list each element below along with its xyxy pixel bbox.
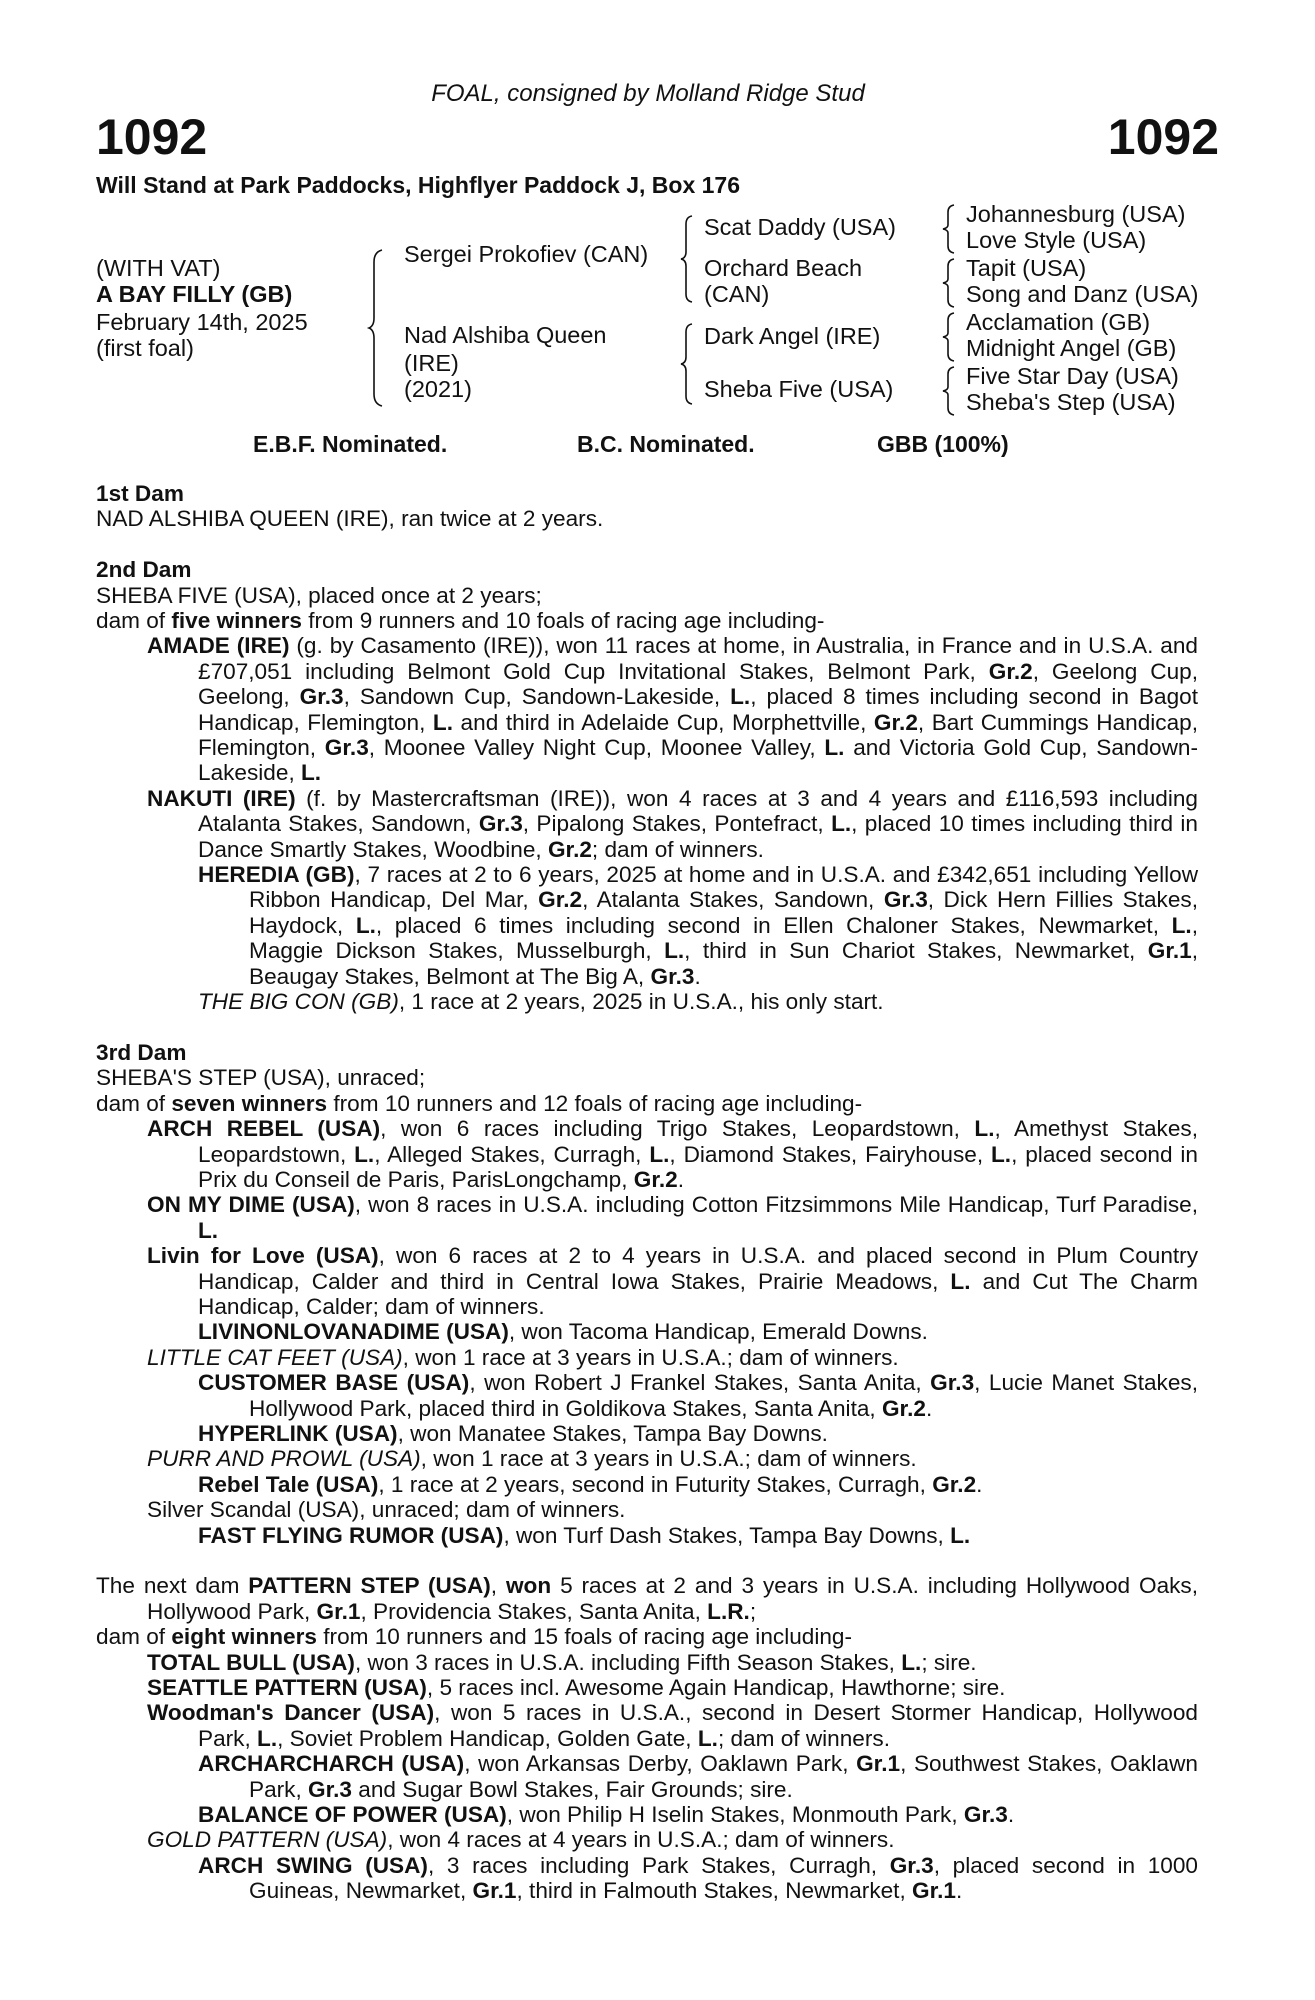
text: from 10 runners and 15 foals of racing age including- bbox=[316, 1624, 853, 1650]
produce-record bbox=[96, 1624, 1198, 1649]
bold-text: L. bbox=[649, 1141, 670, 1167]
produce-record bbox=[96, 583, 1198, 608]
produce-record bbox=[96, 1065, 1198, 1090]
bold-text: NAKUTI (IRE) bbox=[147, 785, 296, 811]
bold-text: ARCH REBEL (USA) bbox=[147, 1116, 381, 1142]
produce-record bbox=[96, 1319, 1198, 1344]
text: ; sire. bbox=[921, 1649, 977, 1675]
bold-text: L. bbox=[831, 811, 852, 837]
sire-dam-line1: Orchard Beach bbox=[704, 255, 863, 281]
text: dam of bbox=[96, 608, 172, 634]
foal-note: (first foal) bbox=[96, 335, 194, 361]
dam-name-line1: Nad Alshiba Queen bbox=[404, 322, 607, 348]
text: SHEBA FIVE (USA), placed once at 2 years; bbox=[96, 582, 542, 608]
produce-record bbox=[96, 1700, 1198, 1751]
produce-record bbox=[96, 608, 1198, 633]
location-line: Will Stand at Park Paddocks, Highflyer Paddock J, Box 176 bbox=[96, 172, 740, 198]
bold-text: Gr.2 bbox=[547, 836, 592, 862]
brace-icon bbox=[368, 248, 384, 408]
text: , placed 6 times including second in Ellen Chaloner Stakes, Newmarket, bbox=[375, 912, 1172, 938]
text: . bbox=[956, 1878, 963, 1904]
bold-text: Gr.2 bbox=[881, 1395, 926, 1421]
dam-section bbox=[96, 1573, 1198, 1903]
produce-record bbox=[96, 1573, 1198, 1624]
text: . bbox=[677, 1166, 685, 1192]
text: , Atalanta Stakes, Sandown, bbox=[582, 887, 884, 913]
bold-text: L. bbox=[664, 938, 685, 964]
consignment-line: FOAL, consigned by Molland Ridge Stud bbox=[431, 80, 865, 107]
bold-text: seven winners bbox=[171, 1090, 328, 1116]
lot-number-left: 1092 bbox=[96, 109, 208, 165]
bold-text: L. bbox=[901, 1649, 922, 1675]
text: , won Turf Dash Stakes, Tampa Bay Downs, bbox=[503, 1522, 951, 1548]
bold-text: L.R. bbox=[707, 1598, 750, 1624]
text: (g. by Casamento (IRE)), won 11 races at home, in Australia, in France and in U.S.A. and £707,051 including Belmont Gold Cup Invitational Stakes, Belmont Park, bbox=[198, 633, 1198, 684]
third-generation-ancestor: Midnight Angel (GB) bbox=[966, 335, 1177, 361]
bold-text: L. bbox=[974, 1116, 995, 1142]
text: , won Tacoma Handicap, Emerald Downs. bbox=[508, 1319, 928, 1345]
bold-text: L. bbox=[950, 1522, 971, 1548]
bold-text: AMADE (IRE) bbox=[147, 633, 290, 659]
produce-record bbox=[96, 989, 1198, 1014]
bold-text: Gr.3 bbox=[883, 887, 928, 913]
text: , placed 10 times including third in Dance Smartly Stakes, Woodbine, bbox=[198, 811, 1198, 862]
bold-text: Rebel Tale (USA) bbox=[198, 1471, 379, 1497]
text: , Diamond Stakes, Fairyhouse, bbox=[669, 1141, 991, 1167]
third-generation-ancestor: Song and Danz (USA) bbox=[966, 281, 1199, 307]
brace-icon bbox=[942, 257, 956, 309]
bold-text: L. bbox=[950, 1268, 971, 1294]
bold-text: Gr.2 bbox=[988, 658, 1033, 684]
produce-record bbox=[96, 1091, 1198, 1116]
bold-text: Gr.3 bbox=[930, 1370, 975, 1396]
third-generation-ancestor: Sheba's Step (USA) bbox=[966, 389, 1176, 415]
bold-text: HEREDIA (GB) bbox=[198, 862, 355, 888]
text: , Amethyst Stakes, Leopardstown, bbox=[198, 1116, 1198, 1167]
text: , bbox=[490, 1573, 506, 1599]
dam-dam: Sheba Five (USA) bbox=[704, 376, 894, 402]
bold-text: Gr.1 bbox=[316, 1598, 361, 1624]
text: , won 1 race at 3 years in U.S.A.; dam of winners. bbox=[402, 1344, 899, 1370]
bold-text: ARCHARCHARCH (USA) bbox=[198, 1751, 465, 1777]
produce-record bbox=[96, 1370, 1198, 1421]
text: , 1 race at 2 years, second in Futurity Stakes, Curragh, bbox=[378, 1471, 933, 1497]
bold-text: Gr.3 bbox=[889, 1852, 934, 1878]
text: , placed 8 times including second in Bagot Handicap, Flemington, bbox=[198, 684, 1198, 735]
text: , won 6 races including Trigo Stakes, Leopardstown, bbox=[380, 1116, 975, 1142]
bold-text: Gr.2 bbox=[633, 1166, 678, 1192]
sire-name: Sergei Prokofiev (CAN) bbox=[404, 241, 649, 267]
text: , won Robert J Frankel Stakes, Santa Anita, bbox=[469, 1370, 931, 1396]
text: 5 races at 2 and 3 years in U.S.A. including Hollywood Oaks, Hollywood Park, bbox=[147, 1573, 1199, 1624]
bold-text: Gr.1 bbox=[472, 1878, 517, 1904]
produce-record bbox=[96, 1472, 1198, 1497]
text: , 7 races at 2 to 6 years, 2025 at home and in U.S.A. and £342,651 including Yellow Ribbon Handicap, Del Mar, bbox=[249, 862, 1199, 913]
bold-text: Gr.1 bbox=[912, 1878, 956, 1904]
text: , won Philip H Iselin Stakes, Monmouth Park, bbox=[506, 1802, 964, 1828]
sire-dam-line2: (CAN) bbox=[704, 281, 770, 307]
text: and Sugar Bowl Stakes, Fair Grounds; sire. bbox=[351, 1776, 793, 1802]
bold-text: L. bbox=[198, 1217, 219, 1243]
bold-text: L. bbox=[432, 709, 453, 735]
bold-text: Gr.3 bbox=[963, 1802, 1008, 1828]
bold-text: Gr.3 bbox=[308, 1776, 352, 1802]
text: , won 1 race at 3 years in U.S.A.; dam of winners. bbox=[420, 1446, 917, 1472]
produce-record bbox=[96, 1802, 1198, 1827]
bold-text: SEATTLE PATTERN (USA) bbox=[147, 1675, 427, 1701]
bold-text: Gr.2 bbox=[538, 887, 583, 913]
text: , won Manatee Stakes, Tampa Bay Downs. bbox=[397, 1421, 828, 1446]
bc-nomination: B.C. Nominated. bbox=[577, 431, 755, 457]
text: . bbox=[694, 963, 701, 989]
bold-text: Gr.1 bbox=[856, 1751, 901, 1777]
text: , won 6 races at 2 to 4 years in U.S.A. and placed second in Plum Country Handicap, Calder and third in Central Iowa Stakes, Prairie Meadows, bbox=[198, 1243, 1199, 1294]
produce-record bbox=[96, 862, 1198, 989]
sire-sire: Scat Daddy (USA) bbox=[704, 214, 896, 240]
bold-text: L. bbox=[1171, 912, 1192, 938]
italic-text: GOLD PATTERN (USA) bbox=[147, 1827, 388, 1853]
produce-record bbox=[96, 1116, 1198, 1192]
produce-record bbox=[96, 633, 1198, 785]
produce-record bbox=[96, 1827, 1198, 1852]
bold-text: five winners bbox=[171, 608, 302, 634]
third-generation-ancestor: Five Star Day (USA) bbox=[966, 363, 1179, 389]
text: . bbox=[976, 1471, 983, 1497]
text: , placed second in 1000 Guineas, Newmarket, bbox=[249, 1852, 1198, 1904]
bold-text: HYPERLINK (USA) bbox=[198, 1421, 398, 1446]
text: (f. by Mastercraftsman (IRE)), won 4 races at 3 and 4 years and £116,593 including Atalanta Stakes, Sandown, bbox=[198, 785, 1198, 837]
produce-record bbox=[96, 1675, 1198, 1700]
produce-record bbox=[96, 506, 1198, 531]
text: ; dam of winners. bbox=[717, 1725, 890, 1751]
bold-text: Woodman's Dancer (USA) bbox=[147, 1700, 435, 1726]
text: , won 4 races at 4 years in U.S.A.; dam of winners. bbox=[387, 1827, 895, 1853]
dam-section bbox=[96, 557, 1198, 1014]
foaling-date: February 14th, 2025 bbox=[96, 309, 308, 335]
text: , Dick Hern Fillies Stakes, Haydock, bbox=[249, 887, 1198, 938]
text: , 5 races incl. Awesome Again Handicap, Hawthorne; sire. bbox=[426, 1675, 1006, 1701]
text: , Lucie Manet Stakes, Hollywood Park, placed third in Goldikova Stakes, Santa Anita, bbox=[249, 1370, 1198, 1421]
text: ; bbox=[749, 1598, 757, 1624]
bold-text: Gr.1 bbox=[1147, 938, 1192, 964]
third-generation-ancestor: Acclamation (GB) bbox=[966, 309, 1151, 335]
text: , won 5 races in U.S.A., second in Desert Stormer Handicap, Hollywood Park, bbox=[198, 1700, 1198, 1751]
bold-text: ARCH SWING (USA) bbox=[198, 1852, 428, 1878]
text: SHEBA'S STEP (USA), unraced; bbox=[96, 1065, 426, 1091]
brace-icon bbox=[942, 203, 956, 255]
brace-icon bbox=[680, 322, 694, 406]
bold-text: L. bbox=[697, 1725, 718, 1751]
produce-record bbox=[96, 1650, 1198, 1675]
text: , won Arkansas Derby, Oaklawn Park, bbox=[464, 1751, 857, 1777]
bold-text: LIVINONLOVANADIME (USA) bbox=[198, 1319, 509, 1345]
brace-icon bbox=[942, 311, 956, 363]
text: , Alleged Stakes, Curragh, bbox=[374, 1141, 650, 1167]
catalogue-body bbox=[96, 481, 1198, 1929]
bold-text: L. bbox=[355, 912, 376, 938]
text: NAD ALSHIBA QUEEN (IRE), ran twice at 2 years. bbox=[96, 506, 604, 532]
bold-text: Gr.2 bbox=[932, 1471, 977, 1497]
section-heading: 1st Dam bbox=[96, 481, 184, 506]
lot-number-right: 1092 bbox=[1107, 109, 1219, 165]
text: The next dam bbox=[96, 1573, 249, 1599]
text: , Soviet Problem Handicap, Golden Gate, bbox=[277, 1725, 698, 1751]
produce-record bbox=[96, 1421, 1198, 1446]
produce-record bbox=[96, 1192, 1198, 1243]
brace-icon bbox=[942, 365, 956, 417]
bold-text: eight winners bbox=[171, 1624, 317, 1650]
third-generation-ancestor: Tapit (USA) bbox=[966, 255, 1087, 281]
section-heading: 2nd Dam bbox=[96, 557, 192, 583]
text: , 3 races including Park Stakes, Curragh, bbox=[427, 1852, 890, 1878]
text: , Pipalong Stakes, Pontefract, bbox=[522, 811, 832, 837]
text: from 9 runners and 10 foals of racing age including- bbox=[301, 608, 825, 634]
text: , 1 race at 2 years, 2025 in U.S.A., his only start. bbox=[398, 989, 884, 1015]
text: dam of bbox=[96, 1624, 172, 1650]
text: and Cut The Charm Handicap, Calder; dam of winners. bbox=[198, 1268, 1198, 1319]
text: , won 8 races in U.S.A. including Cotton Fitzsimmons Mile Handicap, Turf Paradise, bbox=[354, 1192, 1198, 1218]
text: , Maggie Dickson Stakes, Musselburgh, bbox=[249, 912, 1198, 964]
text: , Southwest Stakes, Oaklawn Park, bbox=[249, 1751, 1198, 1802]
bold-text: L. bbox=[730, 684, 751, 710]
lot-name: A BAY FILLY (GB) bbox=[96, 281, 293, 307]
bold-text: CUSTOMER BASE (USA) bbox=[198, 1370, 470, 1396]
text: , Beaugay Stakes, Belmont at The Big A, bbox=[249, 938, 1198, 989]
italic-text: LITTLE CAT FEET (USA) bbox=[147, 1344, 403, 1370]
text: , Moonee Valley Night Cup, Moonee Valley, bbox=[368, 735, 825, 761]
text: from 10 runners and 12 foals of racing age including- bbox=[327, 1090, 863, 1116]
bold-text: L. bbox=[824, 735, 845, 761]
text: , Sandown Cup, Sandown-Lakeside, bbox=[343, 684, 731, 710]
italic-text: THE BIG CON (GB) bbox=[198, 989, 399, 1015]
bold-text: L. bbox=[257, 1725, 278, 1751]
dam-section bbox=[96, 1040, 1198, 1548]
produce-record bbox=[96, 1345, 1198, 1370]
third-generation-ancestor: Johannesburg (USA) bbox=[966, 201, 1186, 227]
dam-sire: Dark Angel (IRE) bbox=[704, 323, 881, 349]
text: , third in Falmouth Stakes, Newmarket, bbox=[516, 1878, 913, 1904]
text: . bbox=[1007, 1802, 1015, 1828]
ebf-nomination: E.B.F. Nominated. bbox=[253, 431, 448, 457]
bold-text: Gr.2 bbox=[873, 709, 918, 735]
text: and Victoria Gold Cup, Sandown-Lakeside, bbox=[198, 735, 1198, 786]
bold-text: TOTAL BULL (USA) bbox=[147, 1649, 355, 1675]
bold-text: PATTERN STEP (USA) bbox=[248, 1573, 491, 1599]
dam-section bbox=[96, 481, 1198, 532]
bold-text: L. bbox=[301, 760, 322, 786]
produce-record bbox=[96, 1523, 1198, 1548]
text: dam of bbox=[96, 1090, 172, 1116]
bold-text: Gr.3 bbox=[324, 735, 369, 761]
dam-foaled-year: (2021) bbox=[404, 376, 472, 402]
produce-record bbox=[96, 1446, 1198, 1471]
third-generation-ancestor: Love Style (USA) bbox=[966, 227, 1147, 253]
text: ; dam of winners. bbox=[591, 836, 764, 862]
bold-text: FAST FLYING RUMOR (USA) bbox=[198, 1522, 504, 1548]
text: , placed second in Prix du Conseil de Paris, ParisLongchamp, bbox=[198, 1141, 1199, 1192]
text: Silver Scandal (USA), unraced; dam of winners. bbox=[147, 1497, 626, 1523]
bold-text: L. bbox=[991, 1141, 1012, 1167]
bold-text: Gr.3 bbox=[299, 684, 344, 710]
dam-name-line2: (IRE) bbox=[404, 350, 459, 376]
bold-text: Gr.3 bbox=[478, 811, 523, 837]
section-heading: 3rd Dam bbox=[96, 1039, 187, 1065]
produce-record bbox=[96, 1751, 1198, 1802]
bold-text: ON MY DIME (USA) bbox=[147, 1192, 355, 1218]
produce-record bbox=[96, 1497, 1198, 1522]
brace-icon bbox=[680, 214, 694, 304]
text: . bbox=[925, 1395, 933, 1421]
text: , won 3 races in U.S.A. including Fifth Season Stakes, bbox=[354, 1649, 902, 1675]
bold-text: BALANCE OF POWER (USA) bbox=[198, 1802, 507, 1828]
bold-text: won bbox=[505, 1573, 552, 1599]
text: , third in Sun Chariot Stakes, Newmarket, bbox=[684, 938, 1148, 964]
produce-record bbox=[96, 1853, 1198, 1904]
gbb-rating: GBB (100%) bbox=[877, 431, 1009, 457]
bold-text: Livin for Love (USA) bbox=[147, 1243, 379, 1269]
text: , Bart Cummings Handicap, Flemington, bbox=[198, 709, 1198, 761]
bold-text: L. bbox=[354, 1141, 375, 1167]
bold-text: Gr.3 bbox=[650, 963, 695, 989]
text: and third in Adelaide Cup, Morphettville, bbox=[453, 709, 874, 735]
text: , Geelong Cup, Geelong, bbox=[198, 658, 1198, 710]
vat-note: (WITH VAT) bbox=[96, 255, 221, 281]
produce-record bbox=[96, 1243, 1198, 1319]
text: , Providencia Stakes, Santa Anita, bbox=[360, 1598, 708, 1624]
produce-record bbox=[96, 786, 1198, 862]
italic-text: PURR AND PROWL (USA) bbox=[147, 1446, 421, 1472]
